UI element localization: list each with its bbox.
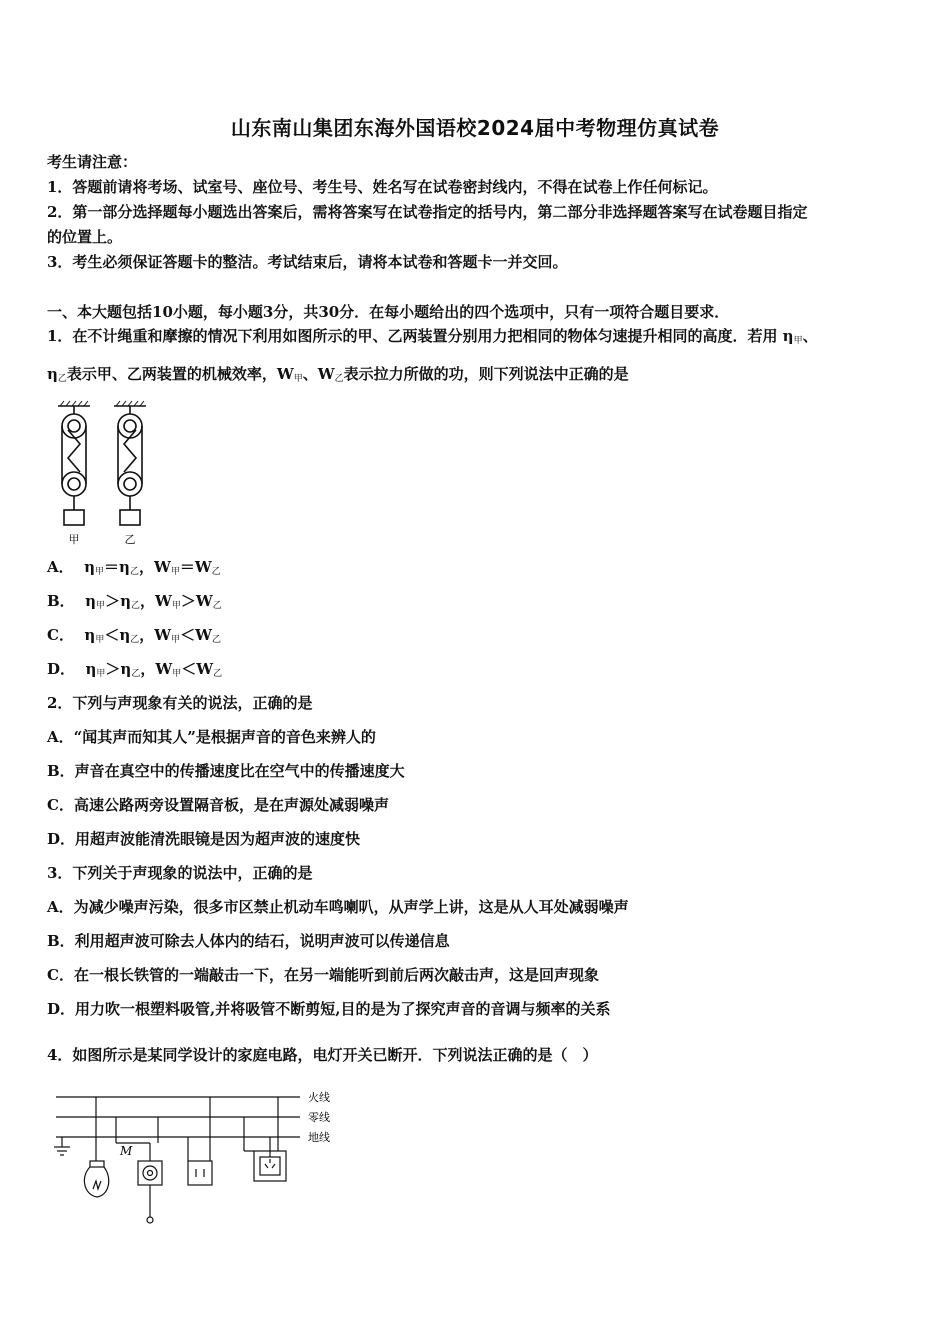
q3-stem: 3．下列关于声现象的说法中，正确的是 (47, 864, 313, 882)
q3-option-c[interactable]: C．在一根长铁管的一端敲击一下，在另一端能听到前后两次敲击声，这是回声现象 (47, 966, 599, 984)
q2-stem: 2．下列与声现象有关的说法，正确的是 (47, 694, 313, 712)
q2-option-c[interactable]: C．高速公路两旁设置隔音板，是在声源处减弱噪声 (47, 796, 389, 814)
q1-stem-end: 、 (802, 327, 818, 345)
sub-jia: 甲 (170, 567, 180, 577)
q4-stem: 4．如图所示是某同学设计的家庭电路，电灯开关已断开．下列说法正确的是（ ） (47, 1046, 598, 1064)
notice-heading: 考生请注意： (47, 153, 138, 171)
sub-yi: 乙 (212, 635, 222, 645)
sub-jia: 甲 (96, 601, 106, 611)
sub-yi: 乙 (131, 669, 141, 679)
sub-yi: 乙 (130, 601, 140, 611)
relation: ＜ (181, 660, 197, 678)
eta-symbol: η (119, 558, 130, 576)
relation: ＞ (180, 592, 196, 610)
sub-jia: 甲 (171, 601, 181, 611)
q1-sub: 乙 (57, 374, 67, 384)
q1-option-b[interactable] (47, 591, 222, 614)
circuit-figure (50, 1085, 360, 1230)
relation: ＝ (179, 558, 195, 576)
q2-option-a[interactable]: A．“闻其声而知其人”是根据声音的音色来辨人的 (47, 728, 376, 746)
sub-yi: 乙 (130, 635, 140, 645)
q1-stem-text: 1．在不计绳重和摩擦的情况下利用如图所示的甲、乙两装置分别用力把相同的物体匀速提升相同的高度．若用 η (47, 327, 794, 345)
w-symbol: W (153, 558, 171, 576)
section-header: 一、本大题包括10小题，每小题3分，共30分．在每小题给出的四个选项中，只有一项符合题目要求． (47, 303, 730, 321)
comma: ， (139, 626, 155, 644)
sub-jia: 甲 (171, 635, 181, 645)
label-neutral-wire: 零线 (308, 1111, 330, 1124)
option-letter: D． (47, 660, 76, 678)
notice-item-2: 2．第一部分选择题每小题选出答案后，需将答案写在试卷指定的括号内，第二部分非选择题答案写在试卷题目指定 (47, 203, 808, 221)
q2-option-b[interactable]: B．声音在真空中的传播速度比在空气中的传播速度大 (47, 762, 405, 780)
option-letter: B． (47, 592, 75, 610)
relation: ＞ (105, 592, 121, 610)
q1-stem-line2 (47, 364, 629, 387)
w-symbol: W (196, 660, 214, 678)
sub-jia: 甲 (172, 669, 182, 679)
q1-stem-text: 表示甲、乙两装置的机械效率，W (66, 365, 294, 383)
sub-yi: 乙 (211, 567, 221, 577)
label-yi: 乙 (124, 533, 136, 546)
q1-sub: 甲 (293, 374, 303, 384)
q3-option-d[interactable]: D．用力吹一根塑料吸管,并将吸管不断剪短,目的是为了探究声音的音调与频率的关系 (47, 1000, 611, 1018)
q1-sub: 乙 (334, 374, 344, 384)
eta-symbol: η (84, 626, 96, 644)
label-point-m: M (120, 1144, 133, 1158)
q1-eta: η (47, 365, 58, 383)
eta-symbol: η (120, 660, 132, 678)
q3-option-a[interactable]: A．为减少噪声污染，很多市区禁止机动车鸣喇叭，从声学上讲，这是从人耳处减弱噪声 (47, 898, 629, 916)
q1-option-d[interactable] (47, 659, 222, 682)
q1-stem-text: 表示拉力所做的功，则下列说法中正确的是 (343, 365, 629, 383)
notice-item-2-cont: 的位置上。 (47, 228, 123, 246)
w-symbol: W (195, 626, 213, 644)
q1-option-a[interactable] (47, 557, 221, 580)
option-letter: C． (47, 626, 74, 644)
q1-sub: 甲 (793, 336, 803, 346)
q3-option-b[interactable]: B．利用超声波可除去人体内的结石，说明声波可以传递信息 (47, 932, 450, 950)
eta-symbol: η (84, 558, 95, 576)
w-symbol: W (195, 592, 213, 610)
sub-jia: 甲 (96, 669, 106, 679)
page-title: 山东南山集团东海外国语校2024届中考物理仿真试卷 (230, 116, 720, 140)
comma: ， (140, 592, 156, 610)
notice-item-1: 1．答题前请将考场、试室号、座位号、考生号、姓名写在试卷密封线内，不得在试卷上作任何标记。 (47, 178, 718, 196)
eta-symbol: η (119, 626, 131, 644)
q1-stem-text: 、W (302, 365, 335, 383)
sub-jia: 甲 (95, 635, 105, 645)
eta-symbol: η (120, 592, 131, 610)
sub-jia: 甲 (95, 567, 105, 577)
notice-item-3: 3．考生必须保证答题卡的整洁。考试结束后，请将本试卷和答题卡一并交回。 (47, 253, 568, 271)
label-ground-wire: 地线 (308, 1131, 330, 1144)
label-live-wire: 火线 (308, 1091, 330, 1104)
w-symbol: W (155, 592, 172, 610)
pulley-figure (54, 400, 164, 548)
eta-symbol: η (85, 660, 97, 678)
relation: ＞ (105, 660, 121, 678)
q2-option-d[interactable]: D．用超声波能清洗眼镜是因为超声波的速度快 (47, 830, 361, 848)
relation: ＝ (104, 558, 120, 576)
sub-yi: 乙 (129, 567, 139, 577)
w-symbol: W (194, 558, 212, 576)
comma: ， (140, 660, 156, 678)
sub-yi: 乙 (212, 601, 222, 611)
relation: ＜ (180, 626, 196, 644)
w-symbol: W (155, 660, 173, 678)
relation: ＜ (104, 626, 120, 644)
eta-symbol: η (85, 592, 97, 610)
sub-yi: 乙 (213, 669, 223, 679)
q1-stem-line1 (47, 326, 818, 349)
comma: ， (138, 558, 154, 576)
option-letter: A． (47, 558, 74, 576)
label-jia: 甲 (68, 533, 80, 546)
w-symbol: W (154, 626, 172, 644)
q1-option-c[interactable] (47, 625, 221, 648)
